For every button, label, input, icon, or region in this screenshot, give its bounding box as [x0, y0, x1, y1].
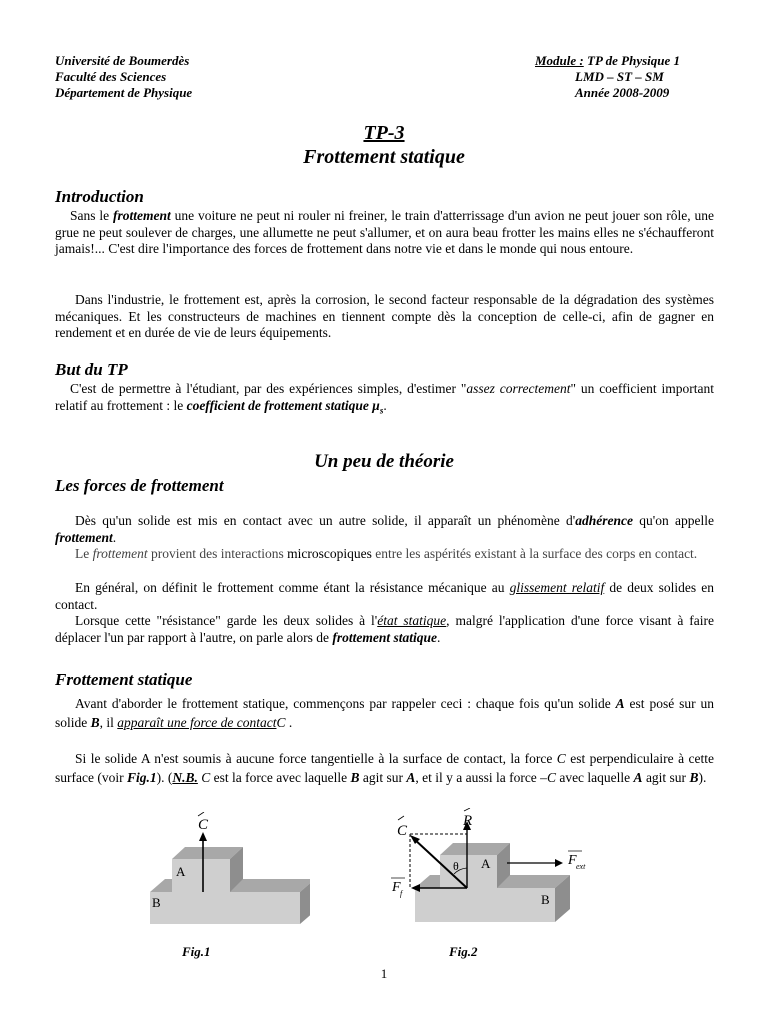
module-line [535, 53, 680, 69]
static-heading: Frottement statique [55, 670, 193, 689]
text: une voiture ne peut ni rouler ni freiner, le train d'atterrissage d'un avion ne peut jouer son rôle, une grue ne peut soulever de charges, une allumette ne peut s'allumer, et on aura beau frotter les mains elles ne s'échaufferont jamais!... C'est dire l'importance des forces de frottement dans notre vie et dans le monde qui nous entoure. [55, 208, 715, 257]
term-frottement: frottement [112, 208, 171, 223]
text-italic: frottement [92, 546, 148, 561]
label-b: B [152, 895, 161, 910]
text: Le [75, 546, 93, 561]
force-fext-sub: ext [576, 862, 586, 871]
figure-2 [385, 808, 600, 928]
text: Dès qu'un solide est mis en contact avec un autre solide, il apparaît un phénomène d' [75, 513, 576, 528]
term-coefficient: coefficient de frottement statique μ [186, 397, 380, 413]
theory-paragraph-1 [55, 513, 714, 546]
label-a: A [481, 856, 491, 871]
text: C'est de permettre à l'étudiant, par des expériences simples, d'estimer " [70, 381, 467, 396]
force-c-label: C [397, 823, 408, 839]
theory-paragraph-2 [55, 546, 714, 563]
header-right [535, 53, 680, 101]
text: En général, on définit le frottement comme étant la résistance mécanique au [75, 580, 510, 595]
text: Si le solide A n'est soumis à aucune force tangentielle à la surface de contact, la force [75, 751, 557, 766]
vector-c: C [556, 751, 566, 766]
goal-heading: But du TP [55, 360, 128, 379]
nb-label: N.B. [172, 770, 198, 785]
arrow-head [199, 832, 207, 841]
text-italic: assez correctement [466, 381, 571, 396]
module-label: Module : [535, 53, 584, 68]
text: microscopiques [287, 546, 372, 561]
text: . [285, 715, 293, 730]
text: , et il y a aussi la force – [415, 770, 547, 785]
university-name: Université de Boumerdès [55, 53, 190, 68]
figure-2-caption: Fig.2 [449, 944, 478, 959]
force-ff-sub: f [400, 889, 403, 898]
vector-mark [398, 816, 404, 820]
force-ff-label: F [392, 880, 401, 895]
page-number: 1 [380, 966, 388, 981]
text: B [90, 715, 100, 730]
module-value: TP de Physique 1 [583, 53, 681, 68]
text: A [615, 696, 625, 711]
text: , il [99, 715, 118, 730]
static-paragraph-1 [55, 694, 714, 732]
theory-paragraph-3 [55, 580, 714, 613]
text: . [112, 529, 117, 545]
term-glissement: glissement relatif [509, 580, 605, 595]
vector-mark [464, 808, 470, 811]
angle-label: θ [453, 859, 459, 873]
force-fext-label: F [568, 853, 577, 868]
term-frottement: frottement [55, 529, 113, 545]
text: Lorsque cette "résistance" garde les deux solides à l' [75, 613, 378, 628]
vector-c: C [201, 770, 211, 785]
text: A [633, 770, 643, 785]
goal-paragraph [55, 381, 714, 419]
text: A [406, 770, 416, 785]
faculty-name: Faculté des Sciences [55, 69, 167, 84]
text: " un coefficient important relatif au frottement : le [55, 381, 714, 413]
static-paragraph-2 [55, 749, 714, 787]
vector-c: C [546, 770, 556, 785]
subscript: s [379, 405, 384, 416]
label-a: A [176, 864, 186, 879]
text: . [437, 629, 441, 645]
page-title: Frottement statique [303, 146, 465, 168]
text: provient des interactions [147, 546, 288, 561]
text: Sans le [70, 208, 113, 223]
label-b: B [541, 892, 550, 907]
fig-reference: Fig.1 [126, 770, 157, 785]
text: qu'on appelle [632, 513, 714, 528]
term-etat-statique: état statique [377, 613, 447, 628]
text: de deux solides en contact. [55, 580, 715, 612]
vector-c: C [276, 715, 286, 730]
text: Avant d'aborder le frottement statique, commençons par rappeler ceci : chaque fois qu'un solide [75, 696, 616, 711]
theory-heading: Un peu de théorie [314, 451, 454, 472]
department-name: Département de Physique [55, 85, 193, 100]
text: agit sur [359, 770, 407, 785]
term-adherence: adhérence [575, 513, 633, 528]
year-line: Année 2008-2009 [575, 85, 670, 100]
text: ). [698, 770, 707, 785]
text: est perpendiculaire à cette surface (voir [55, 751, 714, 785]
vector-mark [198, 812, 204, 816]
term-force-contact: apparaît une force de contact [117, 715, 277, 730]
level-line: LMD – ST – SM [575, 69, 664, 84]
text: agit sur [642, 770, 690, 785]
text: avec laquelle [555, 770, 634, 785]
term-frottement-statique: frottement statique [332, 629, 437, 645]
text: est la force avec laquelle [210, 770, 351, 785]
intro-heading: Introduction [55, 187, 144, 206]
force-r-label: R [463, 813, 473, 829]
theory-subheading: Les forces de frottement [55, 476, 224, 495]
text: ). ( [156, 770, 173, 785]
figure-1 [140, 812, 310, 932]
force-c-label: C [198, 817, 209, 833]
tp-number: TP-3 [363, 122, 405, 144]
arrow-head [555, 859, 563, 867]
text: , malgré l'application d'une force visant à faire déplacer l'un par rapport à l'autre, on parle alors de [55, 613, 714, 645]
text: . [383, 397, 387, 413]
header-left [55, 53, 192, 101]
text: est posé sur un solide [55, 696, 714, 730]
figure-1-caption: Fig.1 [182, 944, 211, 959]
text: entre les aspérités existant à la surface des corps en contact. [371, 546, 698, 561]
text: B [689, 770, 699, 785]
text: B [350, 770, 360, 785]
theory-paragraph-4 [55, 613, 714, 646]
intro-paragraph-2: Dans l'industrie, le frottement est, après la corrosion, le second facteur responsable de la dégradation des systèmes mécaniques. Et les constructeurs de machines en tiennent compte dès la conception de celle-ci, afin de gagner en rendement et en durée de vie de leurs équipements. [55, 292, 714, 341]
intro-paragraph-1 [55, 208, 714, 258]
block-b-front [415, 888, 555, 922]
block-b-front [150, 892, 300, 924]
